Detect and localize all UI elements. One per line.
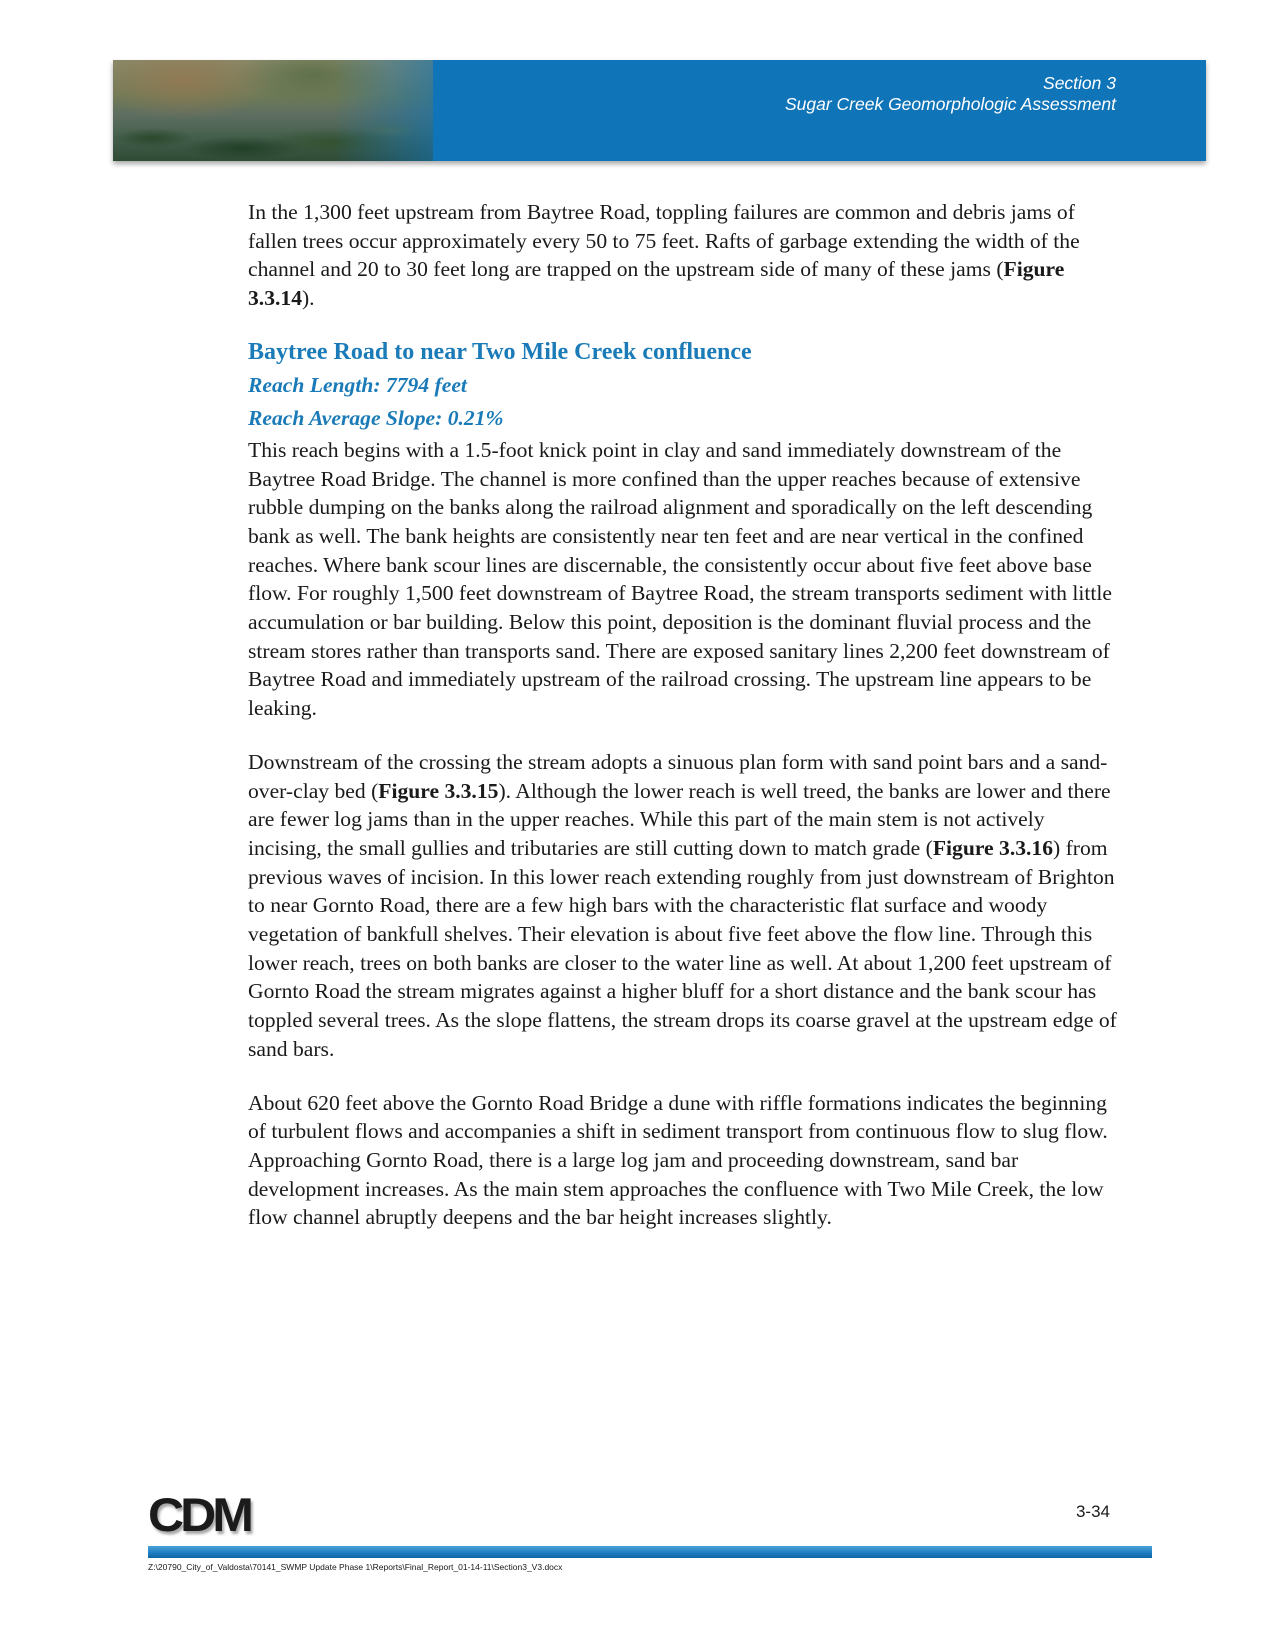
section-title: Baytree Road to near Two Mile Creek confluence xyxy=(248,338,752,365)
page-number: 3-34 xyxy=(1075,1502,1110,1521)
footer-bar xyxy=(148,1546,1152,1558)
cdm-logo: CDM xyxy=(148,1488,250,1542)
paragraph-reach-description: This reach begins with a 1.5-foot knick point in clay and sand immediately downstream of the Baytree Road Bridge. The channel is more confined than the upper reaches because of extensive rubble dumping on the banks along the railroad alignment and sporadically on the left descending bank as well. The bank heights are consistently near ten feet and are near vertical in the confined reaches. Where bank scour lines are discernable, the consistently occur about five feet above base flow. For roughly 1,500 feet downstream of Baytree Road, the stream transports sediment with little accumulation or bar building. Below this point, deposition is the dominant fluvial process and the stream stores rather than transports sand. There are exposed sanitary lines 2,200 feet downstream of Baytree Road and immediately upstream of the railroad crossing. The upstream line appears to be leaking. xyxy=(248,437,1112,721)
paragraph-downstream xyxy=(248,748,1118,1064)
para1-text-b: ). xyxy=(301,286,315,311)
reach-length: Reach Length: 7794 feet xyxy=(248,372,467,397)
para3-text-b: ). Although the lower reach is well treed, the banks are lower and there are fewer log jams than in the upper reaches. While this part of the main stem is not actively incising, the small gullies and tributaries are still cutting down to match grade ( xyxy=(248,778,1111,860)
document-body xyxy=(248,198,1118,1232)
para1-text-a: In the 1,300 feet upstream from Baytree Road, toppling failures are common and debris jams of fallen trees occur approximately every 50 to 75 feet. Rafts of garbage extending the width of the channel and 20 to 30 feet long are trapped on the upstream side of many of these jams ( xyxy=(248,200,1080,282)
photo-fade xyxy=(333,60,553,161)
header-section: Section 3 xyxy=(1043,73,1116,93)
figure-ref-3-3-14: Figure 3.3.14 xyxy=(248,257,1065,311)
paragraph-gornto: About 620 feet above the Gornto Road Bridge a dune with riffle formations indicates the beginning of turbulent flows and accompanies a shift in sediment transport from continuous flow to slug flow. Approaching Gornto Road, there is a large log jam and proceeding downstream, sand bar development increases. As the main stem approaches the confluence with Two Mile Creek, the low flow channel abruptly deepens and the bar height increases slightly. xyxy=(248,1090,1108,1230)
para3-text-c: ) from previous waves of incision. In this lower reach extending roughly from just downstream of Brighton to near Gornto Road, there are a few high bars with the characteristic flat surface and woody vegetation of bankfull shelves. Their elevation is about five feet above the flow line. Through this lower reach, trees on both banks are closer to the water line as well. At about 1,200 feet upstream of Gornto Road the stream migrates against a higher bluff for a short distance and the bank scour has toppled several trees. As the slope flattens, the stream drops its coarse gravel at the upstream edge of sand bars. xyxy=(248,835,1117,1061)
para3-text-a: Downstream of the crossing the stream adopts a sinuous plan form with sand point bars and a sand-over-clay bed ( xyxy=(248,749,1108,803)
file-path: Z:\20790_City_of_Valdosta\70141_SWMP Update Phase 1\Reports\Final_Report_01-14-11\Section3_V3.docx xyxy=(148,1562,563,1572)
header-text xyxy=(785,73,1116,115)
header-title: Sugar Creek Geomorphologic Assessment xyxy=(784,94,1116,114)
header-banner xyxy=(113,60,1206,161)
paragraph-toppling xyxy=(248,198,1118,313)
reach-slope: Reach Average Slope: 0.21% xyxy=(248,405,504,430)
figure-ref-3-3-15: Figure 3.3.15 xyxy=(378,778,499,803)
figure-ref-3-3-16: Figure 3.3.16 xyxy=(932,835,1054,860)
